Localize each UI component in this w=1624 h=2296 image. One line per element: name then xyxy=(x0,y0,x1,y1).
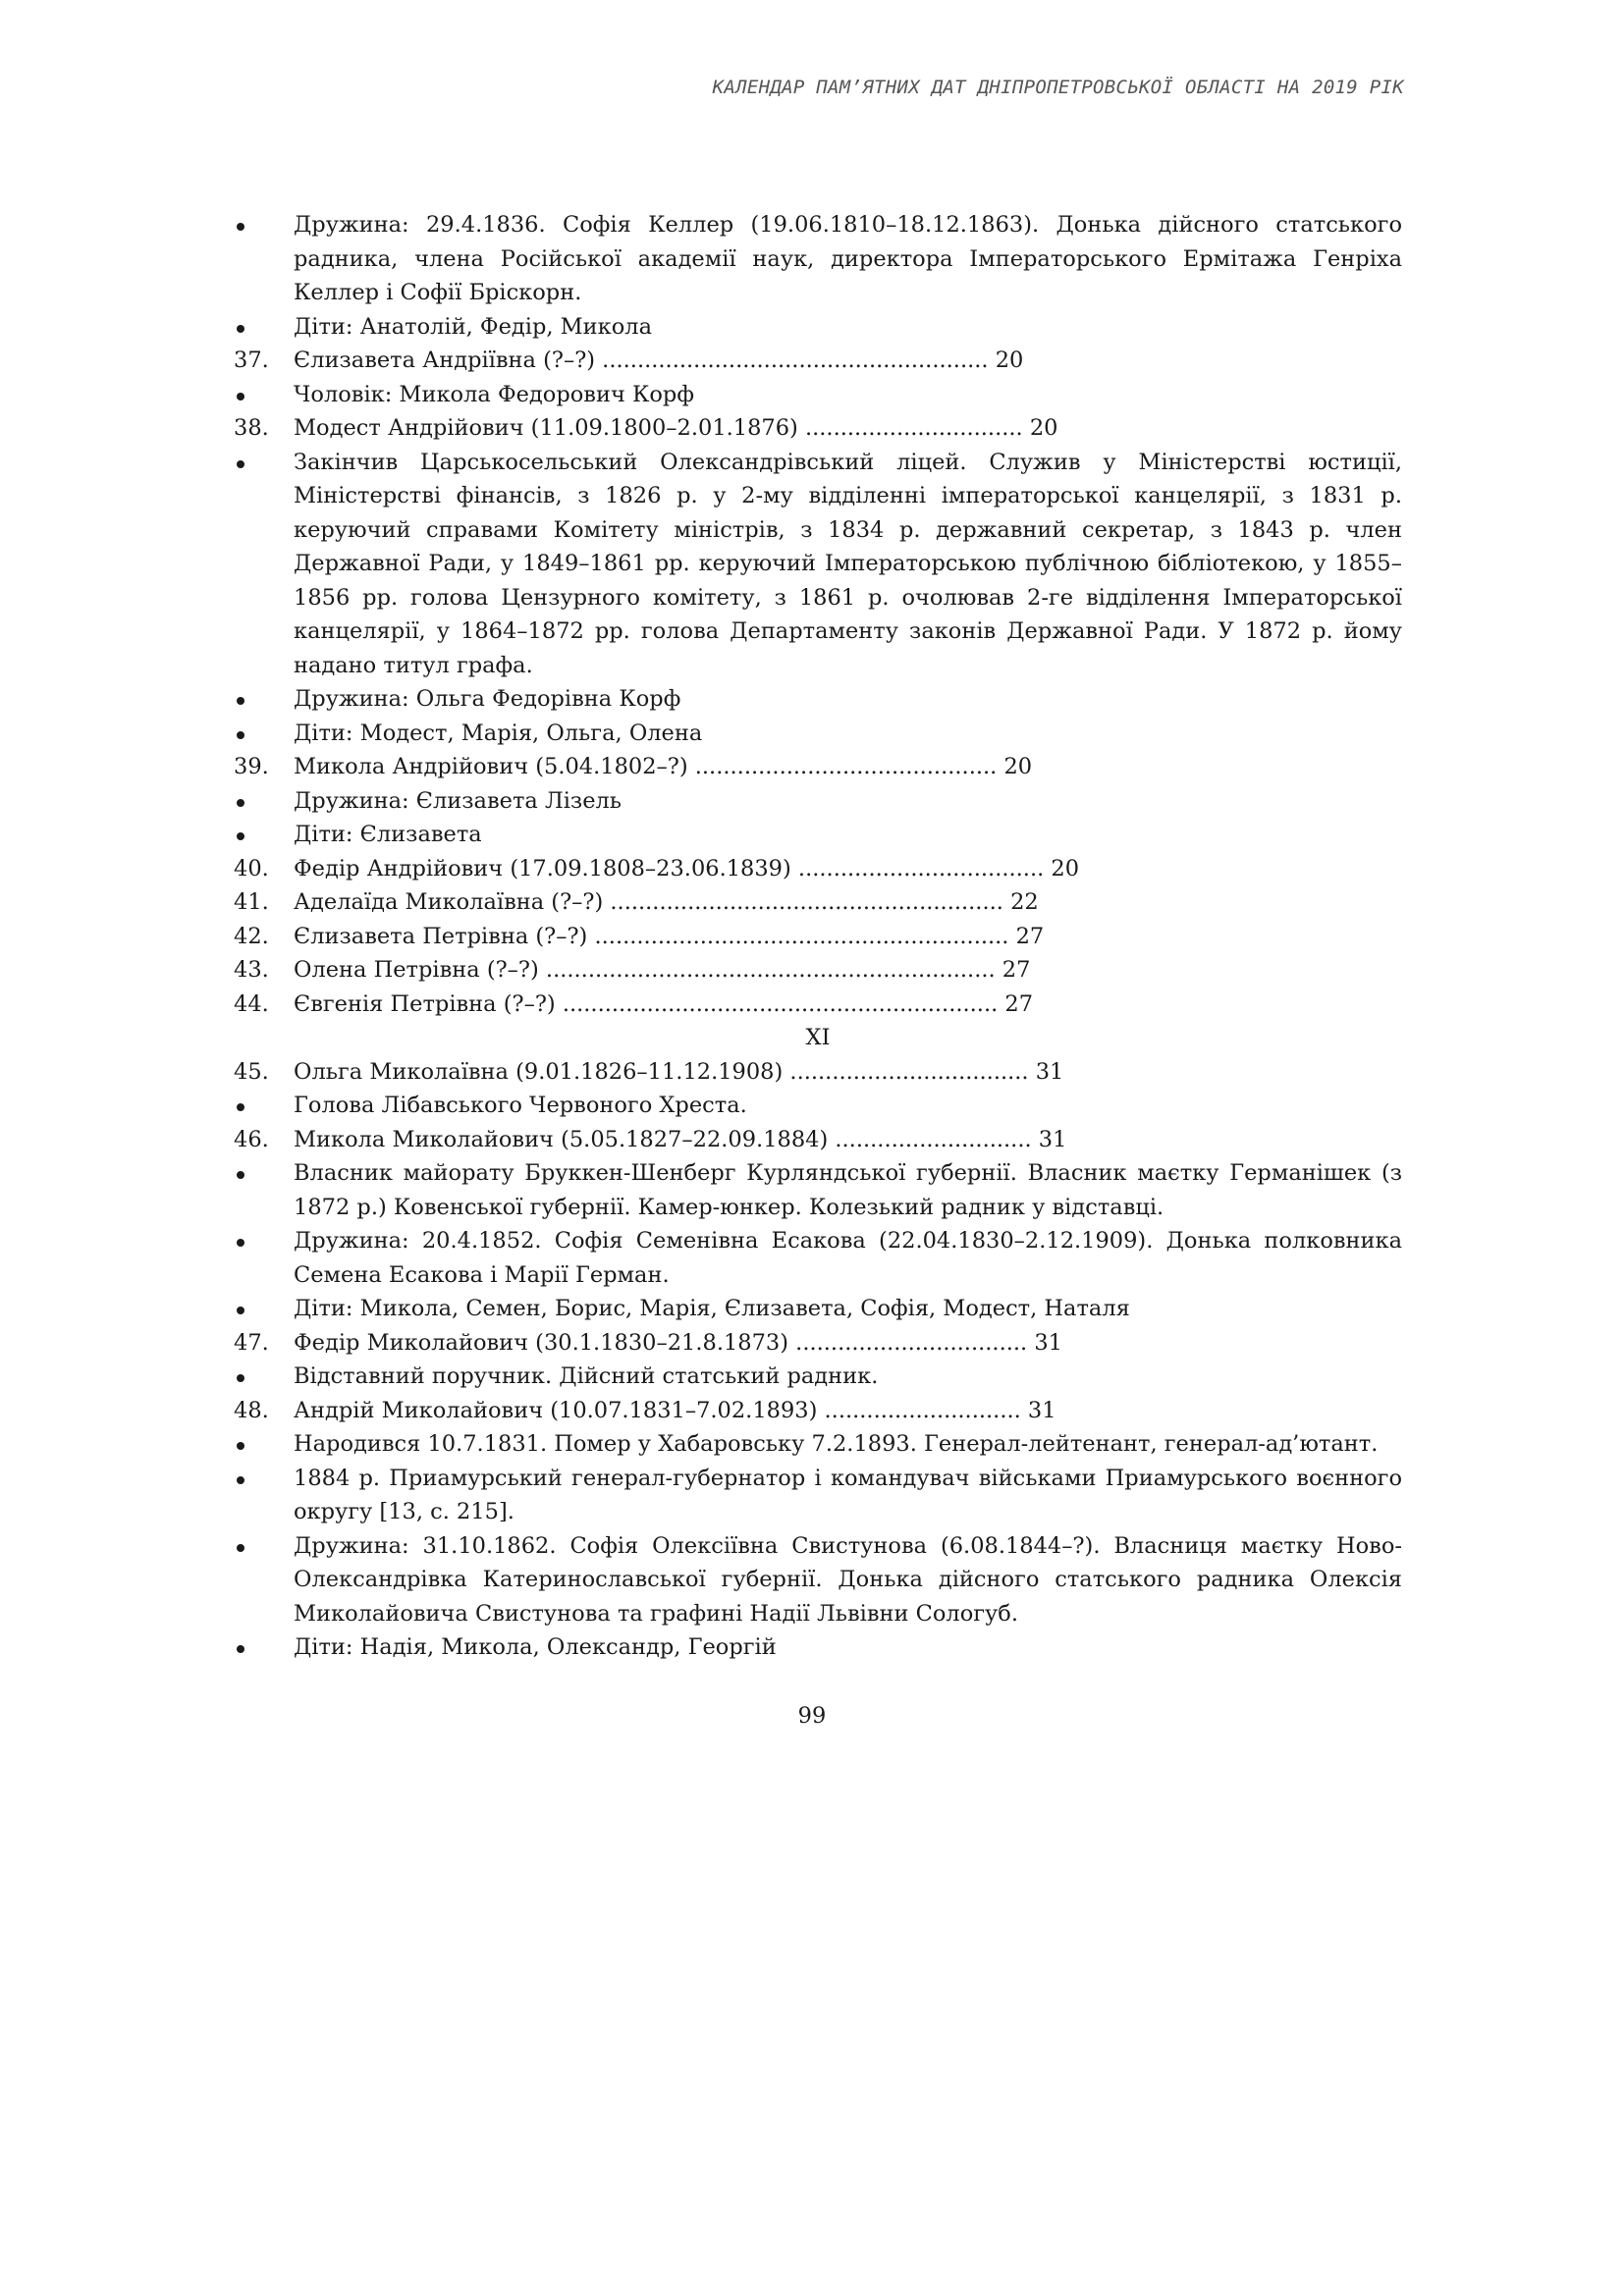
entry-text: Ольга Миколаївна (9.01.1826–11.12.1908) .................................. 31 xyxy=(294,1058,1064,1085)
bullet-item xyxy=(234,1529,1402,1631)
entry-text: Дружина: 20.4.1852. Софія Семенівна Есакова (22.04.1830–2.12.1909). Донька полковника Семена Есакова і Марії Герман. xyxy=(294,1228,1402,1288)
entry-text: Модест Андрійович (11.09.1800–2.01.1876) ............................... 20 xyxy=(294,415,1058,441)
bullet-item xyxy=(234,682,1402,717)
entry-text: Дружина: 29.4.1836. Софія Келлер (19.06.1810–18.12.1863). Донька дійсного статського радника, члена Російської академії наук, директора Імператорського Ермітажа Генріха Келлер і Софії Бріскорн. xyxy=(294,212,1402,305)
entry-text: Федір Миколайович (30.1.1830–21.8.1873) ................................. 31 xyxy=(294,1329,1062,1356)
numbered-entry xyxy=(234,1123,1402,1157)
entry-text: Голова Лібавського Червоного Хреста. xyxy=(294,1093,747,1118)
entry-number: 47. xyxy=(234,1329,269,1356)
entry-text: Федір Андрійович (17.09.1808–23.06.1839) ................................... 20 xyxy=(294,855,1080,881)
entry-text: Дружина: Ольга Федорівна Корф xyxy=(294,686,681,712)
numbered-entry xyxy=(234,852,1402,886)
bullet-item xyxy=(234,1630,1402,1665)
bullet-item xyxy=(234,378,1402,412)
numbered-entry xyxy=(234,344,1402,378)
numbered-entry xyxy=(234,953,1402,988)
numbered-entry xyxy=(234,988,1402,1022)
entry-number: 39. xyxy=(234,754,269,779)
entry-number: 48. xyxy=(234,1397,269,1423)
entry-text: 1884 р. Приамурський генерал-губернатор і командувач військами Приамурського воєнного округу [13, с. 215]. xyxy=(294,1465,1402,1524)
running-header: КАЛЕНДАР ПАМ’ЯТНИХ ДАТ ДНІПРОПЕТРОВСЬКОЇ ОБЛАСТІ НА 2019 РІК xyxy=(712,77,1404,98)
numbered-entry xyxy=(234,750,1402,784)
entry-number: 44. xyxy=(234,990,269,1017)
bullet-item xyxy=(234,310,1402,345)
entry-text: Діти: Модест, Марія, Ольга, Олена xyxy=(294,720,703,746)
entry-text: Єлизавета Андріївна (?–?) ....................................................... 20 xyxy=(294,347,1024,373)
entry-text: Діти: Надія, Микола, Олександр, Георгій xyxy=(294,1634,777,1660)
entry-text: Діти: Микола, Семен, Борис, Марія, Єлизавета, Софія, Модест, Наталя xyxy=(294,1296,1130,1321)
bullet-item xyxy=(234,818,1402,852)
numbered-entry xyxy=(234,885,1402,920)
bullet-item xyxy=(234,784,1402,819)
bullet-item xyxy=(234,1462,1402,1529)
entry-number: 41. xyxy=(234,889,269,915)
entry-number: 37. xyxy=(234,347,269,373)
bullet-item xyxy=(234,1224,1402,1292)
numbered-entry xyxy=(234,1394,1402,1428)
numbered-entry xyxy=(234,920,1402,954)
bullet-item xyxy=(234,1089,1402,1123)
entry-text: Власник майорату Бруккен-Шенберг Курляндської губернії. Власник маєтку Германішек (з 1872 р.) Ковенської губернії. Камер-юнкер. Колезький радник у відставці. xyxy=(294,1160,1402,1220)
bullet-item xyxy=(234,717,1402,751)
numbered-entry xyxy=(234,1055,1402,1090)
section-heading: XI xyxy=(805,1025,831,1050)
bullet-item xyxy=(234,446,1402,683)
entry-text: Чоловік: Микола Федорович Корф xyxy=(294,381,694,407)
document-body xyxy=(234,208,1402,1665)
entry-text: Микола Миколайович (5.05.1827–22.09.1884) ............................ 31 xyxy=(294,1126,1067,1152)
bullet-item xyxy=(234,208,1402,310)
entry-number: 43. xyxy=(234,957,269,983)
bullet-item xyxy=(234,1427,1402,1462)
entry-text: Дружина: 31.10.1862. Софія Олексіївна Свистунова (6.08.1844–?). Власниця маєтку Ново-Олександрівка Катеринославської губернії. Донька дійсного статського радника Олексія Миколайовича Свистунова та графині Надії Львівни Сологуб. xyxy=(294,1532,1402,1627)
entry-number: 42. xyxy=(234,923,269,949)
entry-number: 46. xyxy=(234,1126,269,1152)
numbered-entry xyxy=(234,1326,1402,1361)
entry-text: Євгенія Петрівна (?–?) .............................................................. 27 xyxy=(294,990,1034,1017)
entry-text: Аделаїда Миколаївна (?–?) ........................................................ 22 xyxy=(294,889,1039,915)
entry-text: Андрій Миколайович (10.07.1831–7.02.1893) ............................ 31 xyxy=(294,1397,1056,1423)
bullet-item xyxy=(234,1292,1402,1326)
entry-text: Відставний поручник. Дійсний статський радник. xyxy=(294,1363,879,1389)
bullet-item xyxy=(234,1156,1402,1224)
numbered-entry xyxy=(234,411,1402,446)
entry-text: Народився 10.7.1831. Помер у Хабаровську 7.2.1893. Генерал-лейтенант, генерал-ад’ютант. xyxy=(294,1431,1379,1457)
entry-number: 38. xyxy=(234,415,269,441)
entry-text: Єлизавета Петрівна (?–?) ........................................................... 27 xyxy=(294,923,1045,949)
entry-text: Закінчив Царськосельський Олександрівський ліцей. Служив у Міністерстві юстиції, Міністерстві фінансів, з 1826 р. у 2-му відділенні імператорської канцелярії, з 1831 р. керуючий справами Комітету міністрів, з 1834 р. державний секретар, з 1843 р. член Державної Ради, у 1849–1861 рр. керуючий Імператорською публічною бібліотекою, у 1855–1856 рр. голова Цензурного комітету, з 1861 р. очолював 2-ге відділення Імператорської канцелярії, у 1864–1872 рр. голова Департаменту законів Державної Ради. У 1872 р. йому надано титул графа. xyxy=(294,449,1402,678)
entry-text: Діти: Єлизавета xyxy=(294,822,482,847)
entry-number: 45. xyxy=(234,1058,269,1085)
page-number: 99 xyxy=(797,1703,827,1729)
entry-text: Дружина: Єлизавета Лізель xyxy=(294,787,623,814)
entry-number: 40. xyxy=(234,855,269,881)
bullet-item xyxy=(234,1360,1402,1394)
entry-text: Діти: Анатолій, Федір, Микола xyxy=(294,313,652,340)
entry-text: Олена Петрівна (?–?) ................................................................ 27 xyxy=(294,957,1031,983)
entry-text: Микола Андрійович (5.04.1802–?) ........................................... 20 xyxy=(294,754,1033,779)
